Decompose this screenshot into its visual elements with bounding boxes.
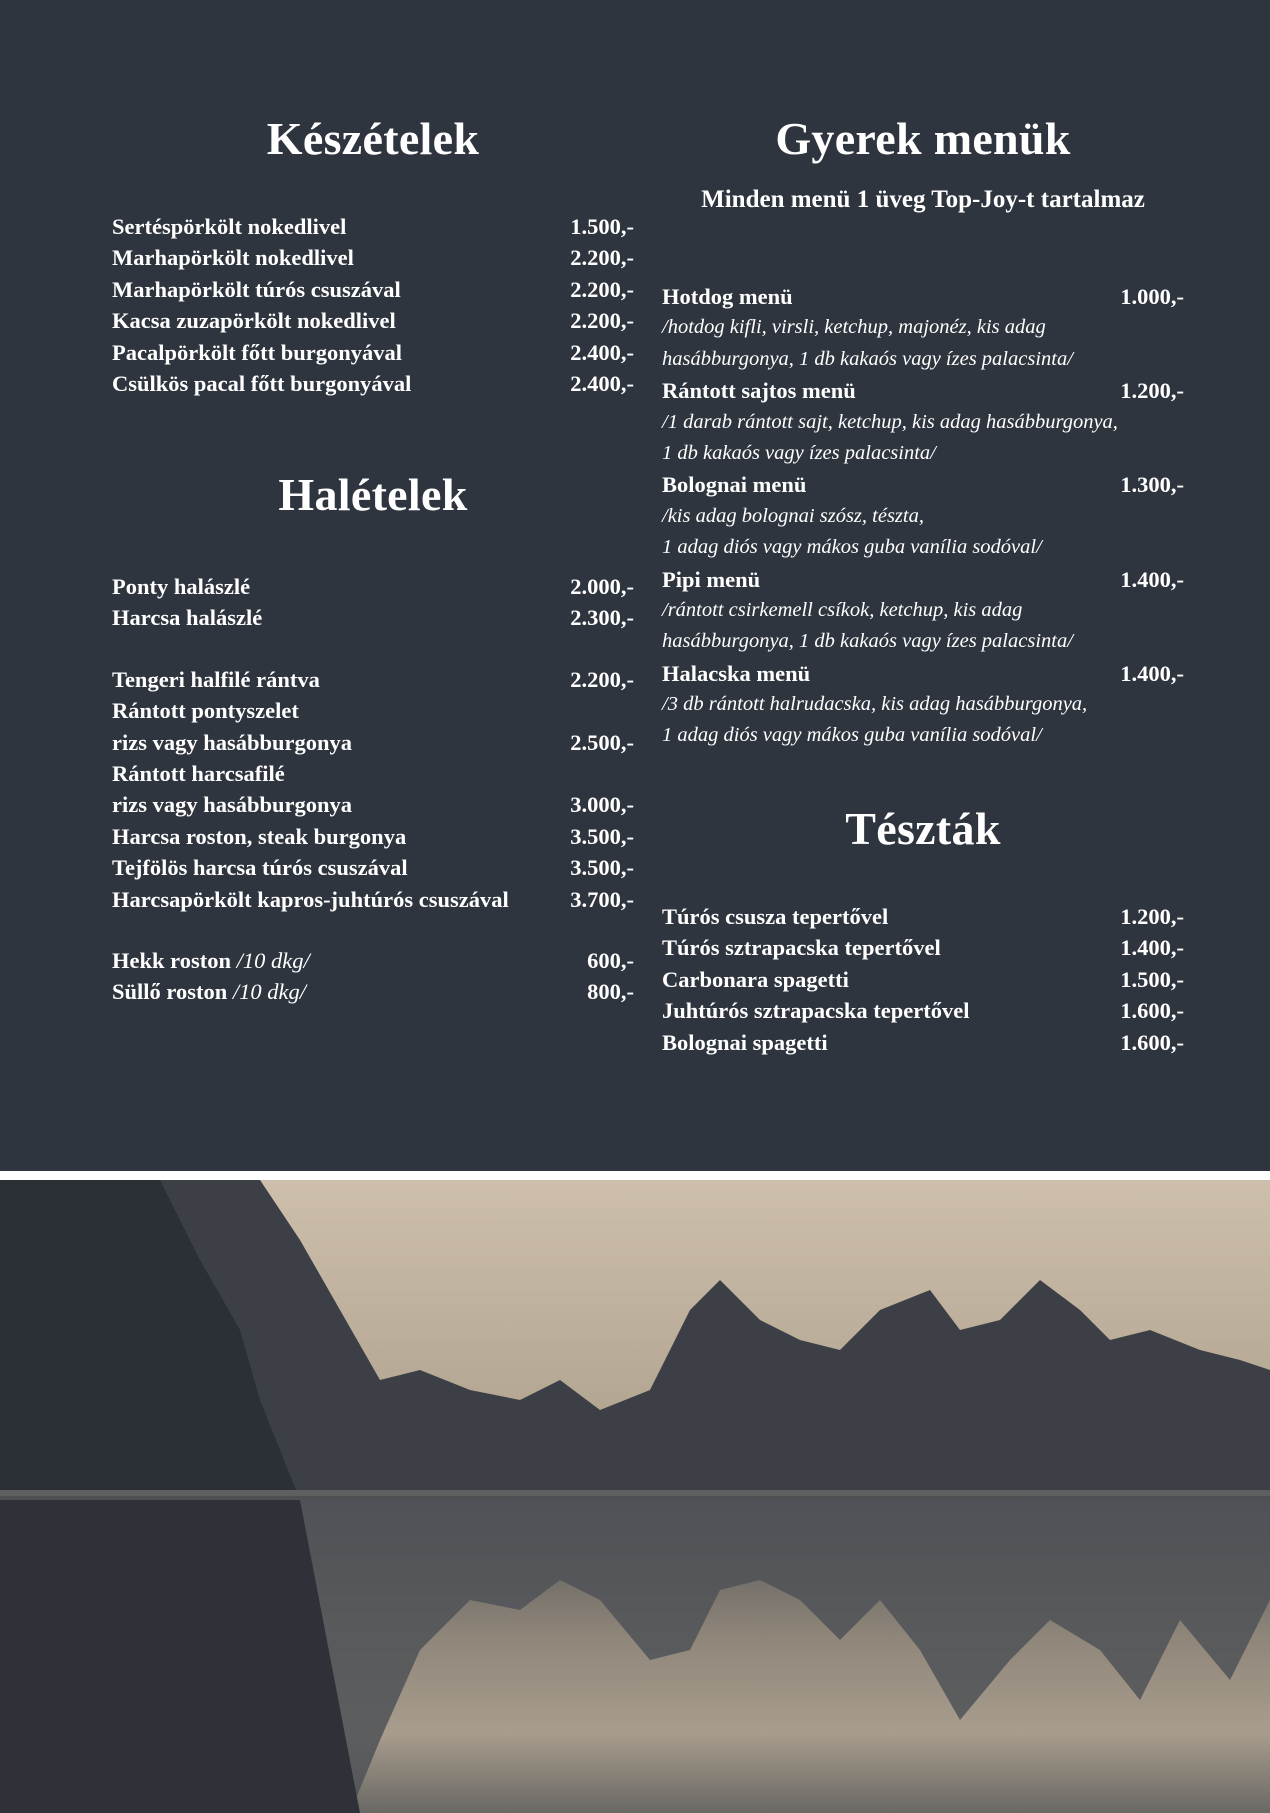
item-price: 2.000,- — [570, 574, 634, 599]
lake-photo — [0, 1180, 1270, 1813]
item-name: Hekk roston — [112, 947, 231, 973]
item-name: Túrós csusza tepertővel — [662, 904, 889, 929]
item-name: Kacsa zuzapörkölt nokedlivel — [112, 308, 396, 334]
item-name: Csülkös pacal főtt burgonyával — [112, 370, 412, 396]
menu-item — [662, 995, 1184, 1026]
item-name: Marhapörkölt túrós csuszával — [112, 276, 401, 302]
menu-item — [112, 758, 634, 789]
item-name: Süllő roston — [112, 979, 228, 1005]
item-price: 2.400,- — [570, 370, 634, 396]
menu-item — [662, 901, 1184, 932]
item-name: Tengeri halfilé rántva — [112, 666, 320, 692]
item-name: rizs vagy hasábburgonya — [112, 729, 353, 755]
item-price: 2.500,- — [570, 729, 634, 755]
item-description: 1 db kakaós vagy ízes palacsinta/ — [662, 441, 936, 464]
item-name: Rántott pontyszelet — [112, 698, 299, 724]
item-name: Pipi menü — [662, 566, 761, 592]
item-name: Rántott harcsafilé — [112, 760, 285, 786]
item-description: /kis adag bolognai szósz, tészta, — [662, 504, 924, 527]
item-price: 3.500,- — [570, 855, 634, 881]
menu-item — [112, 976, 634, 1007]
item-price: 3.700,- — [570, 886, 634, 912]
menu-item — [662, 1027, 1184, 1058]
item-name: Marhapörkölt nokedlivel — [112, 245, 354, 271]
item-price: 3.000,- — [570, 792, 634, 818]
menu-item — [112, 695, 634, 726]
lake-trees-illustration — [0, 1180, 1270, 1813]
item-price: 2.200,- — [570, 666, 634, 692]
item-description: /rántott csirkemell csíkok, ketchup, kis adag — [662, 598, 1023, 621]
menu-item — [112, 368, 634, 399]
item-name: rizs vagy hasábburgonya — [112, 792, 353, 818]
section-title-tesztak: Tészták — [845, 803, 1001, 854]
section-subtitle-gyerek: Minden menü 1 üveg Top-Joy-t tartalmaz — [701, 186, 1145, 213]
section-title-haletelek: Halételek — [278, 469, 468, 520]
item-name: Halacska menü — [662, 660, 811, 686]
menu-item — [112, 789, 634, 820]
item-description: /hotdog kifli, virsli, ketchup, majonéz, kis adag — [662, 316, 1046, 339]
item-name: Juhtúrós sztrapacska tepertővel — [662, 998, 970, 1024]
item-price: 1.400,- — [1120, 935, 1184, 961]
item-name: Bolognai spagetti — [662, 1029, 828, 1055]
menu-item — [662, 658, 1184, 689]
item-price: 1.300,- — [1120, 472, 1184, 498]
menu-item — [112, 852, 634, 883]
item-name: Túrós sztrapacska tepertővel — [662, 935, 941, 961]
section-title-keszetelek: Készételek — [266, 113, 480, 164]
item-name: Ponty halászlé — [112, 574, 251, 599]
item-price: 1.400,- — [1120, 566, 1184, 592]
menu-item — [662, 281, 1184, 312]
item-unit: /10 dkg/ — [236, 947, 310, 973]
section-title-gyerek: Gyerek menük — [775, 113, 1071, 164]
item-description: hasábburgonya, 1 db kakaós vagy ízes palacsinta/ — [662, 630, 1073, 653]
item-name: Harcsa halászlé — [112, 605, 263, 631]
item-price: 1.000,- — [1120, 284, 1184, 309]
item-name: Pacalpörkölt főtt burgonyával — [112, 339, 402, 365]
item-name: Harcsapörkölt kapros-juhtúrós csuszával — [112, 886, 509, 912]
item-price: 1.500,- — [1120, 966, 1184, 992]
tesztak-list — [662, 901, 1184, 1058]
item-description: hasábburgonya, 1 db kakaós vagy ízes palacsinta/ — [662, 347, 1073, 370]
item-price: 2.200,- — [570, 245, 634, 271]
menu-item — [112, 571, 634, 602]
menu-item — [662, 932, 1184, 963]
item-price: 2.200,- — [570, 276, 634, 302]
item-price: 3.500,- — [570, 823, 634, 849]
haletelek-list — [112, 571, 634, 1008]
menu-item — [112, 337, 634, 368]
menu-item — [112, 727, 634, 758]
menu-item — [662, 375, 1184, 406]
item-description: /1 darab rántott sajt, ketchup, kis adag hasábburgonya, — [662, 410, 1118, 433]
item-price: 800,- — [587, 979, 634, 1005]
gyerek-list — [662, 281, 1184, 752]
menu-item — [662, 469, 1184, 500]
item-price: 1.400,- — [1120, 660, 1184, 686]
item-name: Rántott sajtos menü — [662, 378, 856, 404]
item-description: 1 adag diós vagy mákos guba vanília sodóval/ — [662, 724, 1042, 747]
item-name: Carbonara spagetti — [662, 966, 849, 992]
item-price: 1.200,- — [1120, 904, 1184, 929]
item-price: 1.600,- — [1120, 998, 1184, 1024]
menu-item — [112, 242, 634, 273]
menu-item — [112, 274, 634, 305]
menu-item — [112, 664, 634, 695]
item-unit: /10 dkg/ — [232, 979, 306, 1005]
item-price: 1.500,- — [570, 214, 634, 239]
menu-item — [112, 884, 634, 915]
item-price: 1.600,- — [1120, 1029, 1184, 1055]
menu-item — [112, 602, 634, 633]
item-description: /3 db rántott halrudacska, kis adag hasábburgonya, — [662, 693, 1088, 716]
menu-item — [112, 821, 634, 852]
item-price: 1.200,- — [1120, 378, 1184, 404]
item-name: Harcsa roston, steak burgonya — [112, 823, 407, 849]
item-price: 2.300,- — [570, 605, 634, 631]
menu-item — [662, 564, 1184, 595]
item-price: 2.400,- — [570, 339, 634, 365]
menu-item — [112, 945, 634, 976]
item-price: 2.200,- — [570, 308, 634, 334]
item-name: Bolognai menü — [662, 472, 807, 498]
item-name: Tejfölös harcsa túrós csuszával — [112, 855, 408, 881]
white-divider — [0, 1171, 1270, 1180]
keszetelek-list — [112, 211, 634, 399]
item-name: Hotdog menü — [662, 284, 793, 309]
menu-item — [112, 211, 634, 242]
item-price: 600,- — [587, 947, 634, 973]
item-description: 1 adag diós vagy mákos guba vanília sodóval/ — [662, 536, 1042, 559]
menu-item — [662, 964, 1184, 995]
item-name: Sertéspörkölt nokedlivel — [112, 214, 347, 239]
menu-item — [112, 305, 634, 336]
